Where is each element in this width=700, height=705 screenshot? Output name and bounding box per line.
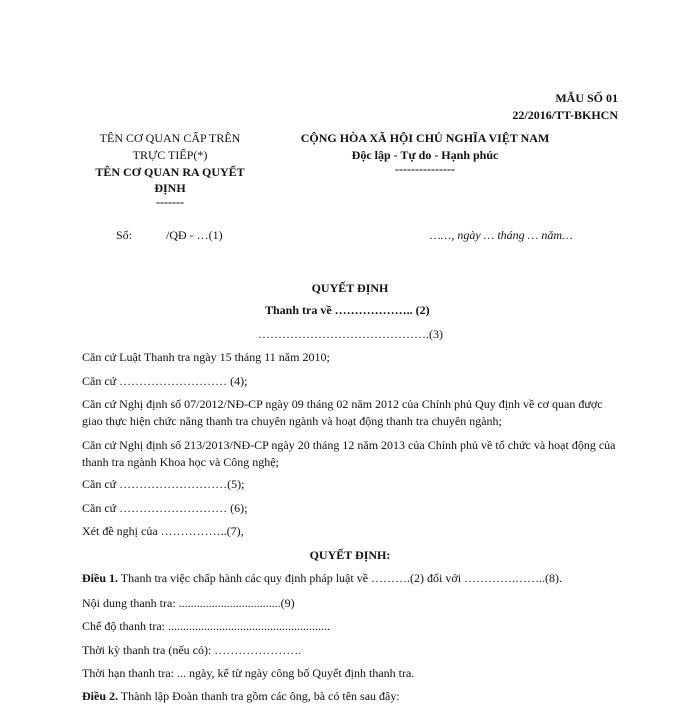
item-duration: Thời hạn thanh tra: ... ngày, kể từ ngày công bố Quyết định thanh tra. <box>82 666 415 680</box>
number-value: /QĐ - …(1) <box>166 228 223 242</box>
article-1 <box>82 570 622 587</box>
issuing-agency-line2: ĐỊNH <box>154 181 186 195</box>
article-1-label: Điều 1. <box>82 571 118 585</box>
basis-7: Xét đề nghị của ……………..(7), <box>82 524 244 538</box>
right-header <box>280 130 570 174</box>
basis-2: Căn cứ ……………………… (4); <box>82 374 248 388</box>
item-content: Nội dung thanh tra: ..................................(9) <box>82 596 295 610</box>
decision-heading: QUYẾT ĐỊNH: <box>309 548 391 562</box>
item-mode: Chế độ thanh tra: ...................................................... <box>82 619 330 633</box>
document-title: QUYẾT ĐỊNH <box>311 281 389 295</box>
basis-6: Căn cứ ……………………… (6); <box>82 501 248 515</box>
item-period: Thời kỳ thanh tra (nếu có): …………………. <box>82 643 302 657</box>
article-2-text: Thành lập Đoàn thanh tra gồm các ông, bà có tên sau đây: <box>118 689 400 703</box>
number-label: Số: <box>116 228 133 242</box>
article-1-text: Thanh tra việc chấp hành các quy định pháp luật về ……….(2) đối với ………….……..(8). <box>118 571 563 585</box>
basis-3: Căn cứ Nghị định số 07/2012/NĐ-CP ngày 09 tháng 02 năm 2012 của Chính phủ Quy định về cơ quan được giao thực hiện chức năng thanh tra chuyên ngành và hoạt động thanh tra chuyên ngành; <box>82 397 603 428</box>
document-subtitle: Thanh tra về ……………….. (2) <box>265 303 430 317</box>
national-motto: Độc lập - Tự do - Hạnh phúc <box>351 148 499 162</box>
basis-4: Căn cứ Nghị định số 213/2013/NĐ-CP ngày 20 tháng 12 năm 2013 của Chính phủ về tổ chức và hoạt động của thanh tra ngành Khoa học và Công nghệ; <box>82 438 616 469</box>
article-2 <box>82 688 622 705</box>
country-name: CỘNG HÒA XÃ HỘI CHỦ NGHĨA VIỆT NAM <box>300 131 550 145</box>
superior-agency-line1: TÊN CƠ QUAN CẤP TRÊN <box>99 131 241 145</box>
basis-5: Căn cứ ………………………(5); <box>82 477 245 491</box>
left-header <box>80 130 260 207</box>
basis-1: Căn cứ Luật Thanh tra ngày 15 tháng 11 năm 2010; <box>82 350 330 364</box>
article-2-label: Điều 2. <box>82 689 118 703</box>
form-code-line2: 22/2016/TT-BKHCN <box>512 108 618 122</box>
left-header-divider: ------- <box>156 195 184 209</box>
document-subtitle-2: …………………………………….(3) <box>258 327 443 341</box>
form-code-line1: MẪU SỐ 01 <box>555 91 618 105</box>
issuing-agency-line1: TÊN CƠ QUAN RA QUYẾT <box>95 165 245 179</box>
right-header-divider: --------------- <box>395 162 455 176</box>
place-date: ……, ngày … tháng … năm… <box>430 228 573 242</box>
superior-agency-line2: TRỰC TIẾP(*) <box>132 148 208 162</box>
